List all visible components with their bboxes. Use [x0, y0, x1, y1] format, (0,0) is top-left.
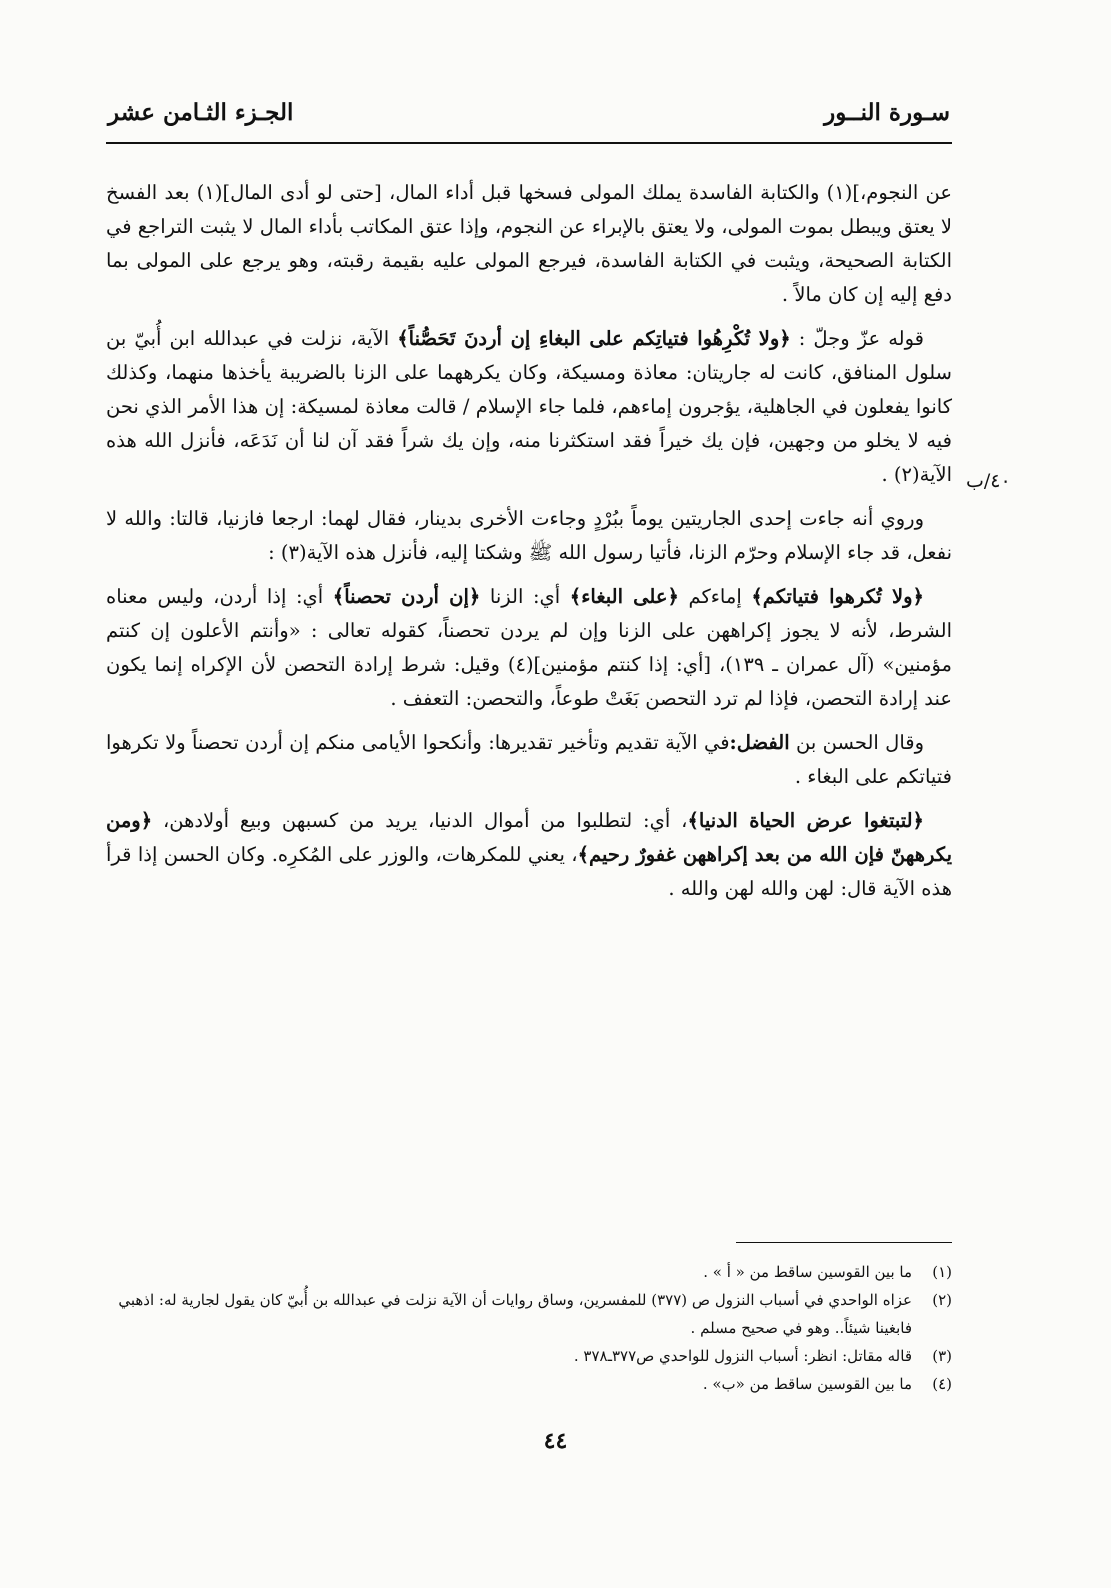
paragraph-2-intro: قوله عزّ وجلّ : [790, 327, 924, 350]
surah-title: سـورة النــور [824, 98, 950, 126]
paragraph-2 [106, 322, 952, 492]
paragraph-4-text: أي: إذا أردن، وليس معناه الشرط، لأنه لا يجوز إكراههن على الزنا وإن لم يردن تحصناً، كقوله تعالى : «وأنتم الأعلون إن كنتم مؤمنين» (آل عمران ـ ١٣٩)، [أي: إذا كنتم مؤمنين](٤) وقيل: شرط إرادة التحصن لأن الإكراه إنما يكون عند إرادة التحصن، فإذا لم ترد التحصن بَغَتْ طوعاً، والتحصن: التعفف . [106, 585, 952, 710]
quran-verse: ﴿إن أردن تحصناً﴾ [332, 585, 481, 608]
paragraph-4 [106, 580, 952, 716]
footnote-text: ما بين القوسين ساقط من « أ » . [703, 1263, 912, 1281]
quran-verse: ﴿ولا تُكرهوا فتياتكم﴾ [751, 585, 924, 608]
footnote-text: قاله مقاتل: انظر: أسباب النزول للواحدي ص٣٧٧ـ٣٧٨ . [573, 1347, 912, 1365]
footnote-item [106, 1286, 952, 1342]
paragraph-5-text: في الآية تقديم وتأخير تقديرها: وأنكحوا الأيامى منكم إن أردن تحصناً ولا تكرهوا فتياتكم على البغاء . [106, 731, 952, 788]
paragraph-4-text: إماءكم [678, 585, 752, 608]
page-number: ٤٤ [543, 1428, 568, 1454]
scholar-name: الفضل: [729, 731, 790, 754]
main-text [106, 176, 952, 916]
footnote-number: (٤) [932, 1375, 952, 1393]
paragraph-2-body: الآية، نزلت في عبدالله ابن أُبيّ بن سلول المنافق، كانت له جاريتان: معاذة ومسيكة، وكان يكرههما على الزنا بالضريبة يأخذها منهما، وكذلك كانوا يفعلون في الجاهلية، يؤجرون إماءهم، فلما جاء الإسلام / قالت معاذة لمسيكة: إن هذا الأمر الذي نحن فيه لا يخلو من وجهين، فإن يك خيراً فقد استكثرنا منه، وإن يك شراً فقد آن لنا أن نَدَعَه، فأنزل الله هذه الآية(٢) . [106, 327, 952, 486]
running-header [108, 92, 950, 132]
header-rule [106, 142, 952, 144]
paragraph-1: عن النجوم،](١) والكتابة الفاسدة يملك المولى فسخها قبل أداء المال، [حتى لو أدى المال](١) بعد الفسخ لا يعتق ويبطل بموت المولى، ولا يعتق بالإبراء عن النجوم، وإذا عتق المكاتب بأداء المال لا يثبت التراجع في الكتابة الصحيحة، ويثبت في الكتابة الفاسدة، فيرجع المولى عليه بقيمة رقبته، وهو يرجع على المولى بما دفع إليه إن كان مالاً . [106, 181, 952, 306]
footnote-number: (٢) [932, 1291, 952, 1309]
paragraph-5 [106, 726, 952, 794]
footnote-number: (٣) [932, 1347, 952, 1365]
quran-verse: ﴿ولا تُكْرِهُوا فتياتِكم على البغاءِ إن أردنَ تَحَصُّناً﴾ [397, 327, 791, 350]
footnote-item [106, 1342, 952, 1370]
quran-verse: ﴿على البغاء﴾ [569, 585, 679, 608]
paragraph-6-text: ، أي: لتطلبوا من أموال الدنيا، يريد من كسبهن وبيع أولادهن، [152, 809, 688, 832]
quran-verse: ﴿ومن يكرههنّ فإن الله من بعد إكراههن غفورٌ رحيم﴾ [106, 809, 952, 866]
footnotes [106, 1258, 952, 1398]
part-title: الجـزء الثـامن عشر [108, 98, 294, 126]
paragraph-6-text: ، يعني للمكرهات، والوزر على المُكرِه. وكان الحسن إذا قرأ هذه الآية قال: لهن والله لهن والله . [106, 843, 952, 900]
footnote-item [106, 1258, 952, 1286]
margin-folio-note: ٤٠/ب [966, 470, 1011, 492]
footnote-item [106, 1370, 952, 1398]
paragraph-6 [106, 804, 952, 906]
footnote-text: عزاه الواحدي في أسباب النزول ص (٣٧٧) للمفسرين، وساق روايات أن الآية نزلت في عبدالله بن أُبيّ كان يقول لجارية له: اذهبي فابغينا شيئاً.. وهو في صحيح مسلم . [118, 1291, 912, 1337]
paragraph-5-text: وقال الحسن بن [789, 731, 925, 754]
paragraph-4-text: أي: الزنا [480, 585, 570, 608]
footnote-text: ما بين القوسين ساقط من «ب» . [702, 1375, 912, 1393]
footnote-rule [736, 1242, 952, 1243]
footnote-number: (١) [932, 1263, 952, 1281]
paragraph-3: وروي أنه جاءت إحدى الجاريتين يوماً ببُرْدٍ وجاءت الأخرى بدينار، فقال لهما: ارجعا فازنيا، قالتا: والله لا نفعل، قد جاء الإسلام وحرّم الزنا، فأتيا رسول الله ﷺ وشكتا إليه، فأنزل هذه الآية(٣) : [106, 507, 952, 564]
quran-verse: ﴿لتبتغوا عرض الحياة الدنيا﴾ [687, 809, 924, 832]
